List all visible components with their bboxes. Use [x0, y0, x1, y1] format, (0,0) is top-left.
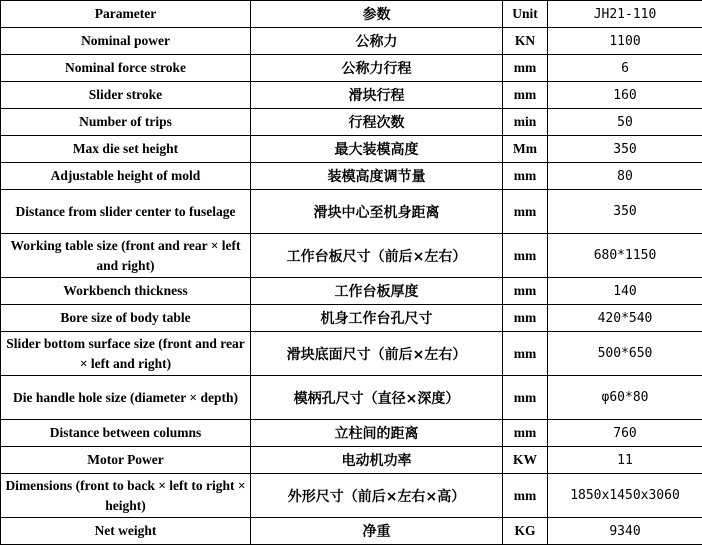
table-row [1, 109, 702, 136]
param-cn: 工作台板厚度 [251, 278, 503, 305]
param-unit: mm [503, 234, 548, 278]
table-row [1, 420, 702, 447]
param-unit: mm [503, 376, 548, 420]
param-en: Motor Power [1, 447, 251, 474]
param-unit: KG [503, 518, 548, 545]
param-cn: 立柱间的距离 [251, 420, 503, 447]
param-value: 420*540 [548, 305, 702, 332]
param-cn: 外形尺寸（前后×左右×高） [251, 474, 503, 518]
table-row [1, 190, 702, 234]
param-en: Max die set height [1, 136, 251, 163]
param-value: φ60*80 [548, 376, 702, 420]
table-row [1, 376, 702, 420]
param-en: Slider bottom surface size (front and rear × left and right) [1, 332, 251, 376]
param-value: 140 [548, 278, 702, 305]
param-en: Die handle hole size (diameter × depth) [1, 376, 251, 420]
param-cn: 滑块底面尺寸（前后×左右） [251, 332, 503, 376]
param-unit: mm [503, 305, 548, 332]
param-en: Bore size of body table [1, 305, 251, 332]
table-row [1, 447, 702, 474]
table-row [1, 305, 702, 332]
table-row [1, 163, 702, 190]
param-value: 11 [548, 447, 702, 474]
table-row [1, 474, 702, 518]
param-cn: 工作台板尺寸（前后×左右） [251, 234, 503, 278]
param-value: 350 [548, 136, 702, 163]
param-en: Net weight [1, 518, 251, 545]
param-en: Adjustable height of mold [1, 163, 251, 190]
table-row [1, 136, 702, 163]
header-model: JH21-110 [548, 1, 702, 28]
table-row [1, 518, 702, 545]
param-cn: 最大装模高度 [251, 136, 503, 163]
table-row [1, 332, 702, 376]
param-value: 1100 [548, 28, 702, 55]
header-unit: Unit [503, 1, 548, 28]
param-unit: mm [503, 55, 548, 82]
param-cn: 装模高度调节量 [251, 163, 503, 190]
param-en: Slider stroke [1, 82, 251, 109]
param-cn: 电动机功率 [251, 447, 503, 474]
param-value: 80 [548, 163, 702, 190]
param-en: Dimensions (front to back × left to right × height) [1, 474, 251, 518]
param-value: 350 [548, 190, 702, 234]
table-row [1, 234, 702, 278]
param-value: 6 [548, 55, 702, 82]
param-cn: 净重 [251, 518, 503, 545]
param-unit: KN [503, 28, 548, 55]
param-unit: mm [503, 82, 548, 109]
param-value: 760 [548, 420, 702, 447]
param-value: 9340 [548, 518, 702, 545]
param-unit: min [503, 109, 548, 136]
param-en: Nominal power [1, 28, 251, 55]
param-cn: 机身工作台孔尺寸 [251, 305, 503, 332]
param-cn: 公称力 [251, 28, 503, 55]
param-unit: KW [503, 447, 548, 474]
param-en: Workbench thickness [1, 278, 251, 305]
header-row [1, 1, 702, 28]
param-unit: mm [503, 420, 548, 447]
param-en: Nominal force stroke [1, 55, 251, 82]
header-parameter: Parameter [1, 1, 251, 28]
header-chinese: 参数 [251, 1, 503, 28]
param-unit: mm [503, 332, 548, 376]
param-cn: 模柄孔尺寸（直径×深度） [251, 376, 503, 420]
param-en: Distance between columns [1, 420, 251, 447]
param-unit: mm [503, 163, 548, 190]
table-row [1, 28, 702, 55]
param-cn: 滑块行程 [251, 82, 503, 109]
param-cn: 行程次数 [251, 109, 503, 136]
param-value: 50 [548, 109, 702, 136]
table-row [1, 278, 702, 305]
param-unit: mm [503, 474, 548, 518]
param-en: Number of trips [1, 109, 251, 136]
param-en: Distance from slider center to fuselage [1, 190, 251, 234]
param-cn: 滑块中心至机身距离 [251, 190, 503, 234]
param-cn: 公称力行程 [251, 55, 503, 82]
table-row [1, 82, 702, 109]
table-row [1, 55, 702, 82]
param-unit: Mm [503, 136, 548, 163]
param-value: 1850x1450x3060 [548, 474, 702, 518]
param-value: 680*1150 [548, 234, 702, 278]
param-value: 500*650 [548, 332, 702, 376]
param-value: 160 [548, 82, 702, 109]
param-unit: mm [503, 278, 548, 305]
param-en: Working table size (front and rear × left and right) [1, 234, 251, 278]
param-unit: mm [503, 190, 548, 234]
